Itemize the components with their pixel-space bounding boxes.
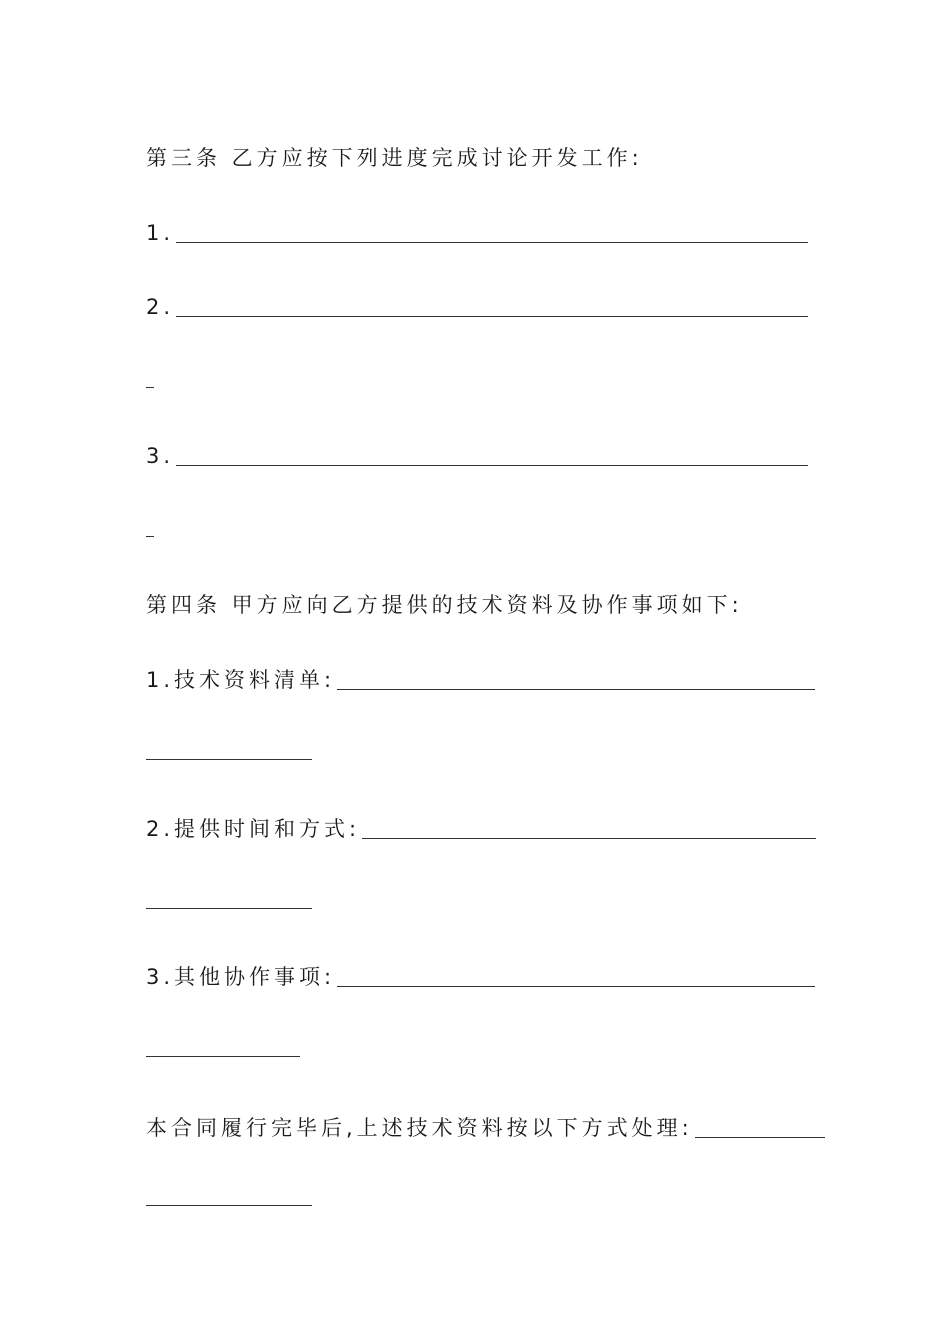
blank-field[interactable] <box>362 818 816 839</box>
item-number: 3. <box>146 444 175 468</box>
item-number: 1. <box>146 221 175 245</box>
blank-field-continuation[interactable] <box>146 386 154 388</box>
blank-field-continuation[interactable] <box>146 1204 312 1206</box>
item-label: 2.提供时间和方式: <box>146 817 361 841</box>
article-4-heading-text: 第四条 甲方应向乙方提供的技术资料及协作事项如下: <box>146 593 743 617</box>
blank-field-continuation[interactable] <box>146 535 154 537</box>
blank-field[interactable] <box>337 669 815 690</box>
blank-field-continuation[interactable] <box>146 758 312 760</box>
blank-field-continuation[interactable] <box>146 1055 300 1057</box>
blank-field[interactable] <box>176 445 808 466</box>
blank-field[interactable] <box>337 966 815 987</box>
blank-field[interactable] <box>176 296 808 317</box>
article-4-item-3 <box>146 955 815 989</box>
article-4-item-1 <box>146 658 815 692</box>
blank-field[interactable] <box>176 222 808 243</box>
handling-clause <box>146 1106 825 1140</box>
item-number: 2. <box>146 295 175 319</box>
article-3-heading <box>146 136 643 170</box>
article-3-item-3 <box>146 434 808 468</box>
item-label: 1.技术资料清单: <box>146 668 336 692</box>
blank-field[interactable] <box>695 1117 825 1138</box>
item-label: 3.其他协作事项: <box>146 965 336 989</box>
article-4-heading <box>146 583 743 617</box>
article-3-item-2 <box>146 285 808 319</box>
article-4-item-2 <box>146 807 816 841</box>
article-3-item-1 <box>146 211 808 245</box>
blank-field-continuation[interactable] <box>146 907 312 909</box>
handling-clause-text: 本合同履行完毕后,上述技术资料按以下方式处理: <box>146 1116 693 1140</box>
article-3-heading-text: 第三条 乙方应按下列进度完成讨论开发工作: <box>146 146 643 170</box>
